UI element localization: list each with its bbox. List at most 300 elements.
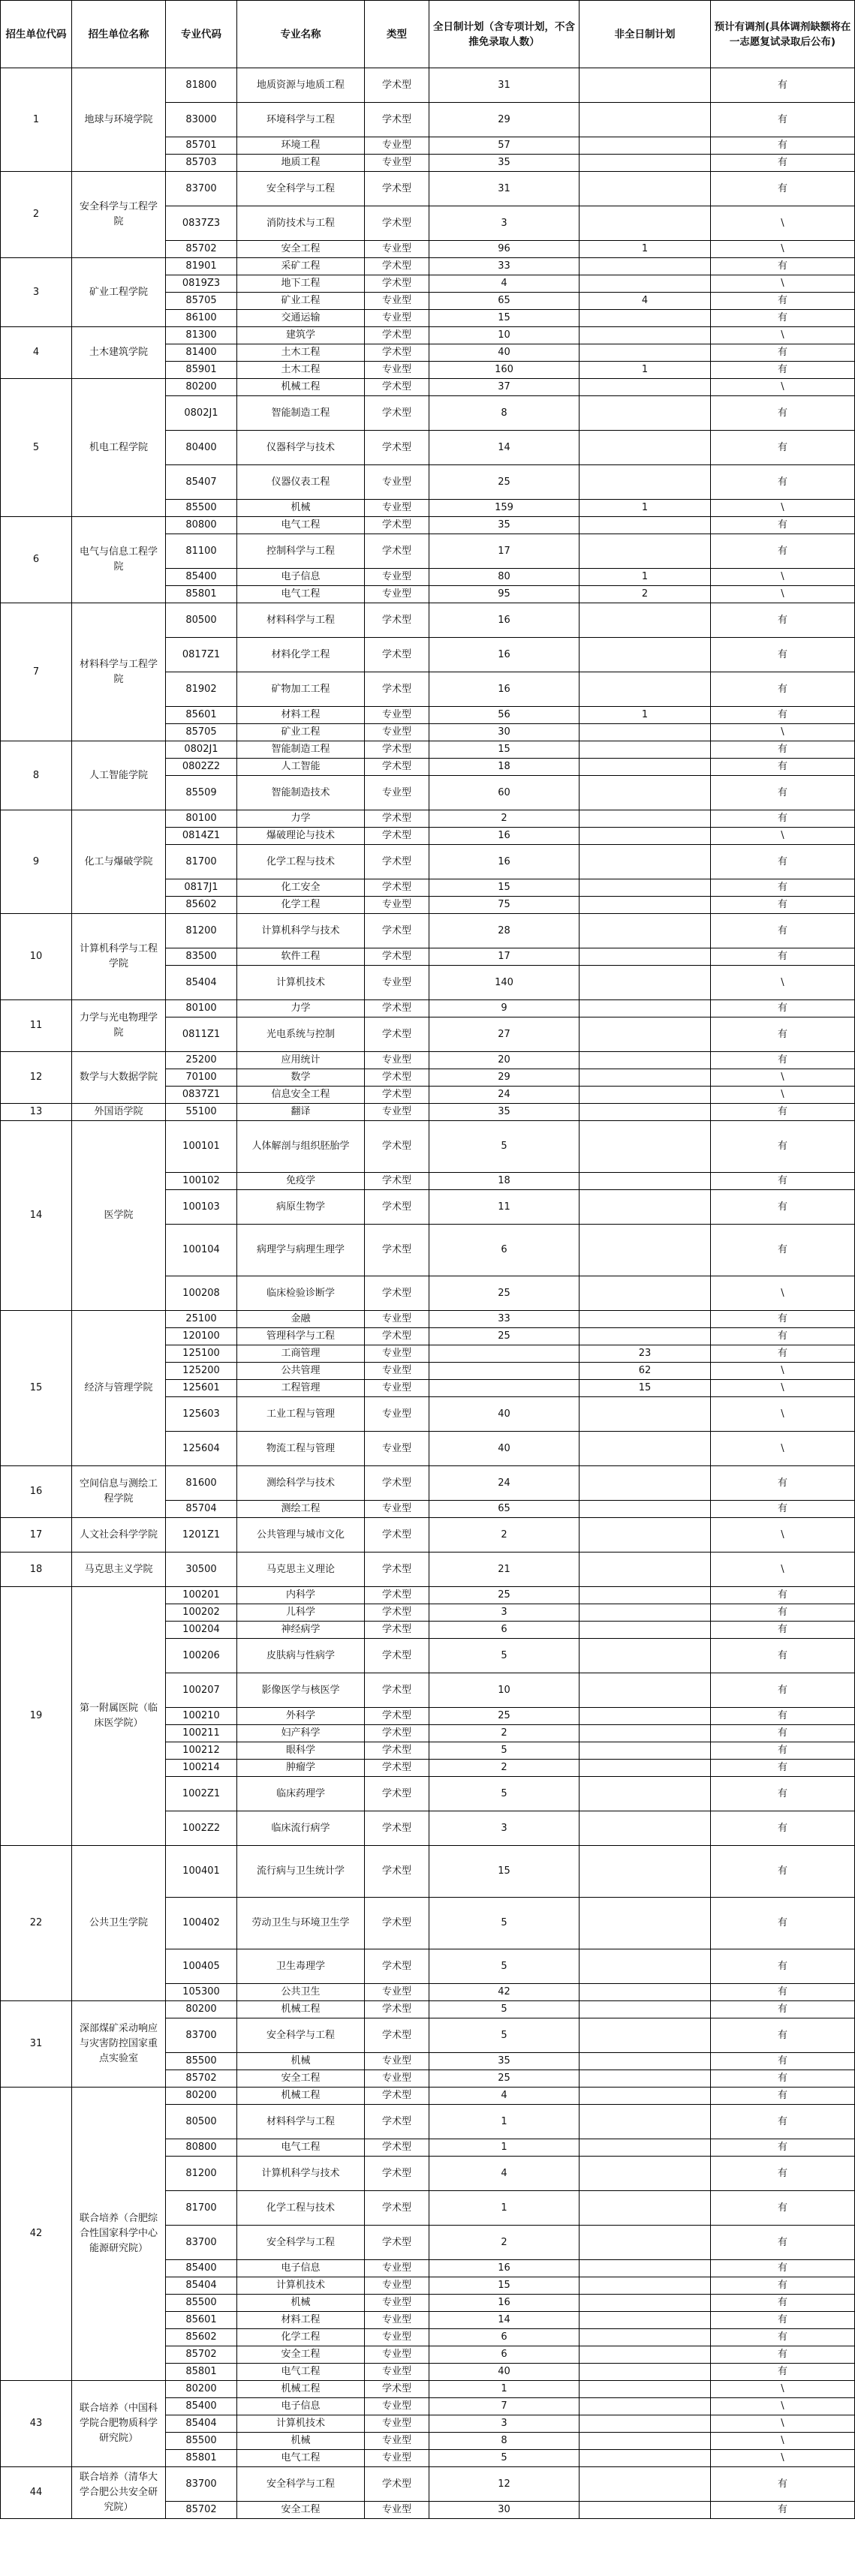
- major-code-cell: 80800: [166, 2139, 237, 2157]
- fulltime-plan-cell: 18: [429, 1173, 580, 1190]
- parttime-plan-cell: [580, 517, 711, 534]
- fulltime-plan-cell: 5: [429, 2450, 580, 2467]
- major-name-cell: 机械: [237, 2433, 365, 2450]
- fulltime-plan-cell: 3: [429, 1604, 580, 1622]
- major-name-cell: 电气工程: [237, 2139, 365, 2157]
- program-type-cell: 专业型: [365, 155, 429, 172]
- adjustment-flag-cell: 有: [711, 2105, 855, 2139]
- major-code-cell: 0837Z3: [166, 206, 237, 241]
- adjustment-flag-cell: \: [711, 2381, 855, 2398]
- major-code-cell: 85901: [166, 362, 237, 379]
- fulltime-plan-cell: 35: [429, 1104, 580, 1121]
- adjustment-flag-cell: 有: [711, 2226, 855, 2260]
- fulltime-plan-cell: 56: [429, 707, 580, 724]
- unit-name-cell: 安全科学与工程学院: [72, 172, 166, 258]
- major-name-cell: 病理学与病理生理学: [237, 1225, 365, 1276]
- adjustment-flag-cell: 有: [711, 1777, 855, 1811]
- program-type-cell: 专业型: [365, 1501, 429, 1518]
- parttime-plan-cell: [580, 2381, 711, 2398]
- table-row: [1, 1000, 855, 1017]
- adjustment-flag-cell: 有: [711, 1673, 855, 1708]
- fulltime-plan-cell: 16: [429, 603, 580, 638]
- fulltime-plan-cell: 60: [429, 776, 580, 810]
- major-code-cell: 85404: [166, 966, 237, 1000]
- major-code-cell: 85500: [166, 2433, 237, 2450]
- major-name-cell: 免疫学: [237, 1173, 365, 1190]
- parttime-plan-cell: [580, 966, 711, 1000]
- major-code-cell: 83500: [166, 948, 237, 966]
- major-code-cell: 85509: [166, 776, 237, 810]
- unit-code-cell: 16: [1, 1466, 72, 1518]
- major-code-cell: 85400: [166, 2260, 237, 2277]
- program-type-cell: 学术型: [365, 2088, 429, 2105]
- parttime-plan-cell: [580, 1984, 711, 2001]
- parttime-plan-cell: [580, 103, 711, 137]
- adjustment-flag-cell: 有: [711, 707, 855, 724]
- major-code-cell: 120100: [166, 1328, 237, 1345]
- program-type-cell: 专业型: [365, 310, 429, 327]
- program-type-cell: 学术型: [365, 1742, 429, 1760]
- adjustment-flag-cell: 有: [711, 1000, 855, 1017]
- program-type-cell: 学术型: [365, 879, 429, 897]
- adjustment-flag-cell: 有: [711, 2018, 855, 2053]
- major-name-cell: 信息安全工程: [237, 1087, 365, 1104]
- adjustment-flag-cell: \: [711, 379, 855, 396]
- adjustment-flag-cell: 有: [711, 2088, 855, 2105]
- program-type-cell: 学术型: [365, 2191, 429, 2226]
- parttime-plan-cell: [580, 2088, 711, 2105]
- major-code-cell: 85404: [166, 2415, 237, 2433]
- fulltime-plan-cell: 1: [429, 2191, 580, 2226]
- adjustment-flag-cell: 有: [711, 759, 855, 776]
- unit-code-cell: 6: [1, 517, 72, 603]
- fulltime-plan-cell: 15: [429, 741, 580, 759]
- adjustment-flag-cell: 有: [711, 534, 855, 569]
- major-code-cell: 70100: [166, 1069, 237, 1087]
- parttime-plan-cell: [580, 1276, 711, 1311]
- major-code-cell: 80100: [166, 810, 237, 828]
- major-code-cell: 100401: [166, 1846, 237, 1898]
- program-type-cell: 学术型: [365, 914, 429, 948]
- fulltime-plan-cell: 95: [429, 586, 580, 603]
- adjustment-flag-cell: 有: [711, 1639, 855, 1673]
- fulltime-plan-cell: 4: [429, 275, 580, 293]
- fulltime-plan-cell: [429, 1380, 580, 1397]
- program-type-cell: 学术型: [365, 1708, 429, 1725]
- parttime-plan-cell: [580, 310, 711, 327]
- unit-code-cell: 44: [1, 2467, 72, 2519]
- adjustment-flag-cell: 有: [711, 2001, 855, 2018]
- major-name-cell: 力学: [237, 810, 365, 828]
- program-type-cell: 学术型: [365, 1639, 429, 1673]
- parttime-plan-cell: [580, 1708, 711, 1725]
- parttime-plan-cell: [580, 1017, 711, 1052]
- fulltime-plan-cell: 25: [429, 465, 580, 500]
- parttime-plan-cell: [580, 1432, 711, 1466]
- unit-code-cell: 43: [1, 2381, 72, 2467]
- adjustment-flag-cell: 有: [711, 293, 855, 310]
- parttime-plan-cell: [580, 431, 711, 465]
- unit-name-cell: 空间信息与测绘工程学院: [72, 1466, 166, 1518]
- unit-name-cell: 经济与管理学院: [72, 1311, 166, 1466]
- major-name-cell: 工程管理: [237, 1380, 365, 1397]
- major-name-cell: 神经病学: [237, 1622, 365, 1639]
- major-code-cell: 125604: [166, 1432, 237, 1466]
- adjustment-flag-cell: 有: [711, 2364, 855, 2381]
- adjustment-flag-cell: 有: [711, 948, 855, 966]
- program-type-cell: 学术型: [365, 431, 429, 465]
- adjustment-flag-cell: \: [711, 1087, 855, 1104]
- unit-code-cell: 42: [1, 2088, 72, 2381]
- program-type-cell: 专业型: [365, 2277, 429, 2295]
- fulltime-plan-cell: 1: [429, 2381, 580, 2398]
- adjustment-flag-cell: 有: [711, 172, 855, 206]
- major-name-cell: 物流工程与管理: [237, 1432, 365, 1466]
- major-name-cell: 数学: [237, 1069, 365, 1087]
- program-type-cell: 专业型: [365, 2260, 429, 2277]
- parttime-plan-cell: [580, 2433, 711, 2450]
- major-code-cell: 0802J1: [166, 741, 237, 759]
- unit-name-cell: 机电工程学院: [72, 379, 166, 517]
- table-row: [1, 2467, 855, 2502]
- major-code-cell: 85500: [166, 2053, 237, 2070]
- parttime-plan-cell: [580, 1811, 711, 1846]
- parttime-plan-cell: [580, 2467, 711, 2502]
- fulltime-plan-cell: 24: [429, 1466, 580, 1501]
- adjustment-flag-cell: 有: [711, 1949, 855, 1984]
- adjustment-flag-cell: 有: [711, 1587, 855, 1604]
- adjustment-flag-cell: 有: [711, 1466, 855, 1501]
- parttime-plan-cell: [580, 465, 711, 500]
- major-name-cell: 卫生毒理学: [237, 1949, 365, 1984]
- major-name-cell: 肿瘤学: [237, 1760, 365, 1777]
- parttime-plan-cell: [580, 1622, 711, 1639]
- parttime-plan-cell: [580, 948, 711, 966]
- major-name-cell: 人工智能: [237, 759, 365, 776]
- adjustment-flag-cell: 有: [711, 1121, 855, 1173]
- adjustment-flag-cell: \: [711, 724, 855, 741]
- major-name-cell: 计算机科学与技术: [237, 2157, 365, 2191]
- program-type-cell: 学术型: [365, 396, 429, 431]
- adjustment-flag-cell: 有: [711, 1604, 855, 1622]
- fulltime-plan-cell: 16: [429, 2295, 580, 2312]
- parttime-plan-cell: [580, 2191, 711, 2226]
- major-code-cell: 100405: [166, 1949, 237, 1984]
- unit-name-cell: 数学与大数据学院: [72, 1052, 166, 1104]
- major-name-cell: 化学工程与技术: [237, 845, 365, 879]
- program-type-cell: 专业型: [365, 2433, 429, 2450]
- adjustment-flag-cell: \: [711, 1380, 855, 1397]
- fulltime-plan-cell: 18: [429, 759, 580, 776]
- fulltime-plan-cell: 16: [429, 638, 580, 672]
- adjustment-flag-cell: 有: [711, 1225, 855, 1276]
- adjustment-flag-cell: \: [711, 1432, 855, 1466]
- adjustment-flag-cell: 有: [711, 1898, 855, 1949]
- major-code-cell: 0817J1: [166, 879, 237, 897]
- major-code-cell: 85702: [166, 241, 237, 258]
- program-type-cell: 专业型: [365, 1432, 429, 1466]
- major-code-cell: 86100: [166, 310, 237, 327]
- major-code-cell: 85701: [166, 137, 237, 155]
- parttime-plan-cell: [580, 2398, 711, 2415]
- parttime-plan-cell: [580, 2053, 711, 2070]
- adjustment-flag-cell: 有: [711, 1760, 855, 1777]
- program-type-cell: 专业型: [365, 1363, 429, 1380]
- major-name-cell: 智能制造工程: [237, 396, 365, 431]
- adjustment-flag-cell: \: [711, 206, 855, 241]
- major-code-cell: 85602: [166, 2329, 237, 2346]
- major-code-cell: 85500: [166, 500, 237, 517]
- unit-code-cell: 13: [1, 1104, 72, 1121]
- parttime-plan-cell: [580, 2329, 711, 2346]
- table-row: [1, 1052, 855, 1069]
- parttime-plan-cell: [580, 2450, 711, 2467]
- parttime-plan-cell: [580, 2312, 711, 2329]
- major-name-cell: 眼科学: [237, 1742, 365, 1760]
- fulltime-plan-cell: 30: [429, 2502, 580, 2519]
- parttime-plan-cell: 23: [580, 1345, 711, 1363]
- major-code-cell: 85702: [166, 2346, 237, 2364]
- parttime-plan-cell: [580, 2139, 711, 2157]
- adjustment-flag-cell: 有: [711, 155, 855, 172]
- table-row: [1, 1846, 855, 1898]
- major-name-cell: 材料工程: [237, 2312, 365, 2329]
- program-type-cell: 学术型: [365, 1121, 429, 1173]
- major-name-cell: 交通运输: [237, 310, 365, 327]
- program-type-cell: 学术型: [365, 828, 429, 845]
- header-parttime-plan: 非全日制计划: [580, 1, 711, 68]
- program-type-cell: 学术型: [365, 206, 429, 241]
- adjustment-flag-cell: 有: [711, 2053, 855, 2070]
- fulltime-plan-cell: 1: [429, 2105, 580, 2139]
- major-name-cell: 机械工程: [237, 2381, 365, 2398]
- fulltime-plan-cell: 24: [429, 1087, 580, 1104]
- fulltime-plan-cell: 25: [429, 1587, 580, 1604]
- program-type-cell: 学术型: [365, 1846, 429, 1898]
- fulltime-plan-cell: 31: [429, 172, 580, 206]
- major-name-cell: 公共管理: [237, 1363, 365, 1380]
- parttime-plan-cell: [580, 2157, 711, 2191]
- program-type-cell: 学术型: [365, 1069, 429, 1087]
- fulltime-plan-cell: 40: [429, 1432, 580, 1466]
- fulltime-plan-cell: 29: [429, 103, 580, 137]
- unit-code-cell: 8: [1, 741, 72, 810]
- major-name-cell: 外科学: [237, 1708, 365, 1725]
- major-code-cell: 85400: [166, 569, 237, 586]
- major-code-cell: 1002Z1: [166, 1777, 237, 1811]
- program-type-cell: 专业型: [365, 2364, 429, 2381]
- program-type-cell: 学术型: [365, 1087, 429, 1104]
- major-code-cell: 125200: [166, 1363, 237, 1380]
- program-type-cell: 学术型: [365, 1553, 429, 1587]
- parttime-plan-cell: [580, 1104, 711, 1121]
- parttime-plan-cell: [580, 155, 711, 172]
- fulltime-plan-cell: 3: [429, 1811, 580, 1846]
- fulltime-plan-cell: 5: [429, 1742, 580, 1760]
- parttime-plan-cell: [580, 258, 711, 275]
- fulltime-plan-cell: [429, 1363, 580, 1380]
- major-name-cell: 内科学: [237, 1587, 365, 1604]
- program-type-cell: 学术型: [365, 1328, 429, 1345]
- program-type-cell: 学术型: [365, 2226, 429, 2260]
- major-code-cell: 83700: [166, 2226, 237, 2260]
- parttime-plan-cell: [580, 1397, 711, 1432]
- major-code-cell: 0817Z1: [166, 638, 237, 672]
- table-row: [1, 603, 855, 638]
- major-code-cell: 81800: [166, 68, 237, 103]
- unit-code-cell: 10: [1, 914, 72, 1000]
- major-name-cell: 电子信息: [237, 2260, 365, 2277]
- major-code-cell: 85705: [166, 724, 237, 741]
- major-name-cell: 电子信息: [237, 2398, 365, 2415]
- program-type-cell: 学术型: [365, 1760, 429, 1777]
- unit-name-cell: 联合培养（合肥综合性国家科学中心能源研究院）: [72, 2088, 166, 2381]
- program-type-cell: 专业型: [365, 586, 429, 603]
- parttime-plan-cell: [580, 672, 711, 707]
- parttime-plan-cell: [580, 1673, 711, 1708]
- adjustment-flag-cell: 有: [711, 1311, 855, 1328]
- program-type-cell: 专业型: [365, 1345, 429, 1363]
- fulltime-plan-cell: 2: [429, 2226, 580, 2260]
- fulltime-plan-cell: 15: [429, 2277, 580, 2295]
- major-code-cell: 85601: [166, 707, 237, 724]
- major-code-cell: 83700: [166, 2467, 237, 2502]
- major-name-cell: 马克思主义理论: [237, 1553, 365, 1587]
- program-type-cell: 专业型: [365, 2329, 429, 2346]
- major-code-cell: 100211: [166, 1725, 237, 1742]
- adjustment-flag-cell: \: [711, 1276, 855, 1311]
- major-code-cell: 85704: [166, 1501, 237, 1518]
- table-row: [1, 172, 855, 206]
- major-code-cell: 85400: [166, 2398, 237, 2415]
- program-type-cell: 专业型: [365, 1052, 429, 1069]
- parttime-plan-cell: 1: [580, 569, 711, 586]
- program-type-cell: 专业型: [365, 1984, 429, 2001]
- program-type-cell: 学术型: [365, 1777, 429, 1811]
- major-code-cell: 85702: [166, 2502, 237, 2519]
- parttime-plan-cell: 15: [580, 1380, 711, 1397]
- adjustment-flag-cell: 有: [711, 2157, 855, 2191]
- parttime-plan-cell: [580, 2295, 711, 2312]
- major-name-cell: 病原生物学: [237, 1190, 365, 1225]
- fulltime-plan-cell: 25: [429, 1276, 580, 1311]
- fulltime-plan-cell: 35: [429, 2053, 580, 2070]
- major-code-cell: 100104: [166, 1225, 237, 1276]
- major-name-cell: 土木工程: [237, 362, 365, 379]
- adjustment-flag-cell: 有: [711, 914, 855, 948]
- major-code-cell: 85705: [166, 293, 237, 310]
- parttime-plan-cell: [580, 2260, 711, 2277]
- parttime-plan-cell: [580, 275, 711, 293]
- unit-name-cell: 地球与环境学院: [72, 68, 166, 172]
- parttime-plan-cell: [580, 534, 711, 569]
- major-name-cell: 材料科学与工程: [237, 2105, 365, 2139]
- major-code-cell: 83000: [166, 103, 237, 137]
- fulltime-plan-cell: 10: [429, 1673, 580, 1708]
- major-name-cell: 机械: [237, 2053, 365, 2070]
- program-type-cell: 专业型: [365, 2295, 429, 2312]
- major-code-cell: 100201: [166, 1587, 237, 1604]
- program-type-cell: 学术型: [365, 603, 429, 638]
- table-row: [1, 2088, 855, 2105]
- adjustment-flag-cell: \: [711, 966, 855, 1000]
- major-code-cell: 85601: [166, 2312, 237, 2329]
- program-type-cell: 学术型: [365, 1000, 429, 1017]
- major-code-cell: 25100: [166, 1311, 237, 1328]
- major-name-cell: 测绘科学与技术: [237, 1466, 365, 1501]
- major-code-cell: 0819Z3: [166, 275, 237, 293]
- major-name-cell: 地下工程: [237, 275, 365, 293]
- major-code-cell: 85404: [166, 2277, 237, 2295]
- adjustment-flag-cell: 有: [711, 776, 855, 810]
- parttime-plan-cell: [580, 1000, 711, 1017]
- unit-name-cell: 人工智能学院: [72, 741, 166, 810]
- unit-code-cell: 17: [1, 1518, 72, 1553]
- major-code-cell: 80500: [166, 2105, 237, 2139]
- major-name-cell: 化学工程与技术: [237, 2191, 365, 2226]
- program-type-cell: 专业型: [365, 776, 429, 810]
- major-name-cell: 影像医学与核医学: [237, 1673, 365, 1708]
- major-name-cell: 安全工程: [237, 2070, 365, 2088]
- fulltime-plan-cell: 14: [429, 431, 580, 465]
- adjustment-flag-cell: 有: [711, 396, 855, 431]
- parttime-plan-cell: [580, 1328, 711, 1345]
- fulltime-plan-cell: 20: [429, 1052, 580, 1069]
- major-name-cell: 电气工程: [237, 2450, 365, 2467]
- major-code-cell: 100204: [166, 1622, 237, 1639]
- major-code-cell: 100102: [166, 1173, 237, 1190]
- parttime-plan-cell: [580, 2415, 711, 2433]
- adjustment-flag-cell: 有: [711, 1811, 855, 1846]
- program-type-cell: 专业型: [365, 2415, 429, 2433]
- major-code-cell: 85702: [166, 2070, 237, 2088]
- table-row: [1, 258, 855, 275]
- major-code-cell: 105300: [166, 1984, 237, 2001]
- major-code-cell: 80200: [166, 2001, 237, 2018]
- unit-name-cell: 联合培养（中国科学院合肥物质科学研究院）: [72, 2381, 166, 2467]
- fulltime-plan-cell: 6: [429, 1225, 580, 1276]
- table-row: [1, 1104, 855, 1121]
- major-name-cell: 临床药理学: [237, 1777, 365, 1811]
- major-name-cell: 妇产科学: [237, 1725, 365, 1742]
- fulltime-plan-cell: 80: [429, 569, 580, 586]
- fulltime-plan-cell: 42: [429, 1984, 580, 2001]
- fulltime-plan-cell: 30: [429, 724, 580, 741]
- major-code-cell: 1201Z1: [166, 1518, 237, 1553]
- program-type-cell: 专业型: [365, 1380, 429, 1397]
- program-type-cell: 学术型: [365, 1518, 429, 1553]
- major-code-cell: 100214: [166, 1760, 237, 1777]
- fulltime-plan-cell: 40: [429, 2364, 580, 2381]
- major-code-cell: 85407: [166, 465, 237, 500]
- parttime-plan-cell: [580, 137, 711, 155]
- major-name-cell: 消防技术与工程: [237, 206, 365, 241]
- major-name-cell: 儿科学: [237, 1604, 365, 1622]
- unit-name-cell: 计算机科学与工程学院: [72, 914, 166, 1000]
- program-type-cell: 学术型: [365, 1673, 429, 1708]
- program-type-cell: 学术型: [365, 534, 429, 569]
- adjustment-flag-cell: 有: [711, 103, 855, 137]
- fulltime-plan-cell: 15: [429, 310, 580, 327]
- parttime-plan-cell: [580, 2105, 711, 2139]
- major-name-cell: 安全工程: [237, 241, 365, 258]
- major-code-cell: 100210: [166, 1708, 237, 1725]
- parttime-plan-cell: 2: [580, 586, 711, 603]
- parttime-plan-cell: [580, 1949, 711, 1984]
- fulltime-plan-cell: 3: [429, 2415, 580, 2433]
- major-code-cell: 80500: [166, 603, 237, 638]
- parttime-plan-cell: [580, 1121, 711, 1173]
